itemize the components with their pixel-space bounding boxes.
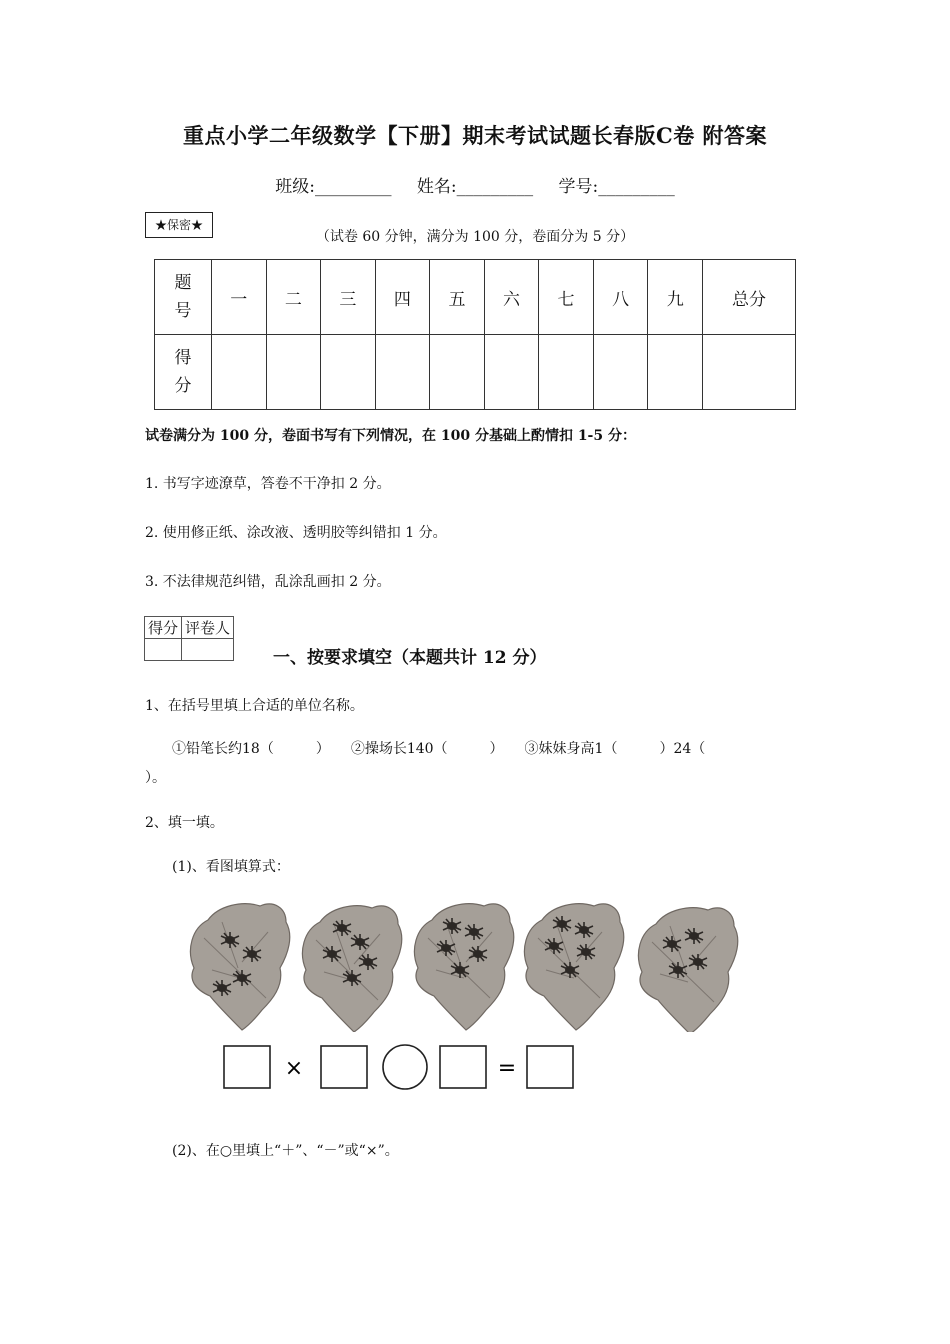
score-table xyxy=(154,259,796,410)
score-cell[interactable] xyxy=(430,335,485,410)
section-title: 一、按要求填空（本题共计 12 分） xyxy=(273,648,547,668)
question-2-prompt: 2、填一填。 xyxy=(145,815,224,831)
leaf-4 xyxy=(524,904,623,1030)
col-header: 八 xyxy=(593,260,648,335)
score-cell[interactable] xyxy=(593,335,648,410)
col-header: 七 xyxy=(539,260,594,335)
operator-circle[interactable] xyxy=(383,1045,427,1089)
equation-blanks xyxy=(222,1044,582,1092)
answer-box-2[interactable] xyxy=(321,1046,367,1088)
row-label-question-number xyxy=(155,260,212,335)
page-title: 重点小学二年级数学【下册】期末考试试题长春版C卷 附答案 xyxy=(182,123,768,148)
row-label-score xyxy=(155,335,212,410)
rule-item: 1. 书写字迹潦草，答卷不干净扣 2 分。 xyxy=(145,476,391,492)
answer-box-1[interactable] xyxy=(224,1046,270,1088)
leaf-2 xyxy=(302,906,401,1032)
leaf-5 xyxy=(638,908,737,1032)
score-cell-total[interactable] xyxy=(703,335,796,410)
score-table-score-row xyxy=(155,335,796,410)
col-header: 一 xyxy=(212,260,267,335)
col-header: 四 xyxy=(375,260,430,335)
question-1-prompt: 1、在括号里填上合适的单位名称。 xyxy=(145,698,364,714)
rule-item: 3. 不法律规范纠错，乱涂乱画扣 2 分。 xyxy=(145,574,391,590)
col-header-total: 总分 xyxy=(703,260,796,335)
name-field[interactable]: 姓名:_________ xyxy=(416,177,534,197)
score-cell[interactable] xyxy=(321,335,376,410)
col-header: 九 xyxy=(648,260,703,335)
score-cell[interactable] xyxy=(375,335,430,410)
rule-item: 2. 使用修正纸、涂改液、透明胶等纠错扣 1 分。 xyxy=(145,525,447,541)
score-cell[interactable] xyxy=(648,335,703,410)
col-header: 二 xyxy=(266,260,321,335)
class-field[interactable]: 班级:_________ xyxy=(275,177,392,197)
grader-score-label: 得分 xyxy=(145,617,182,639)
score-table-header-row xyxy=(155,260,796,335)
leaves-with-bugs-illustration xyxy=(182,898,742,1032)
question-1-line-end: ）。 xyxy=(145,770,166,786)
row-label-text: 题号 xyxy=(174,273,192,321)
grader-table xyxy=(144,616,234,661)
answer-box-3[interactable] xyxy=(440,1046,486,1088)
leaf-1 xyxy=(190,904,289,1030)
grader-reviewer-cell[interactable] xyxy=(182,639,234,661)
grader-reviewer-label: 评卷人 xyxy=(182,617,234,639)
score-cell[interactable] xyxy=(212,335,267,410)
col-header: 五 xyxy=(430,260,485,335)
score-cell[interactable] xyxy=(484,335,539,410)
secret-badge: ★保密★ xyxy=(145,212,213,238)
question-2-sub-2: (2)、在○里填上“＋”、“－”或“×”。 xyxy=(172,1143,399,1159)
deduction-intro: 试卷满分为 100 分，卷面书写有下列情况，在 100 分基础上酌情扣 1-5 分： xyxy=(145,428,636,444)
col-header: 三 xyxy=(321,260,376,335)
student-info xyxy=(0,172,950,197)
equals-sign: = xyxy=(497,1056,517,1081)
question-1-line: ①铅笔长约18（ ） ②操场长140（ ） ③妹妹身高1（ ）24（ xyxy=(172,741,706,757)
col-header: 六 xyxy=(484,260,539,335)
question-2-sub-1: (1)、看图填算式： xyxy=(172,859,290,875)
leaf-3 xyxy=(414,904,513,1030)
answer-box-result[interactable] xyxy=(527,1046,573,1088)
grader-score-cell[interactable] xyxy=(145,639,182,661)
times-sign: × xyxy=(284,1056,304,1081)
score-cell[interactable] xyxy=(266,335,321,410)
student-id-field[interactable]: 学号:_________ xyxy=(558,177,675,197)
score-cell[interactable] xyxy=(539,335,594,410)
row-label-text: 得分 xyxy=(174,348,192,396)
exam-note: （试卷 60 分钟，满分为 100 分，卷面分为 5 分） xyxy=(315,229,635,245)
